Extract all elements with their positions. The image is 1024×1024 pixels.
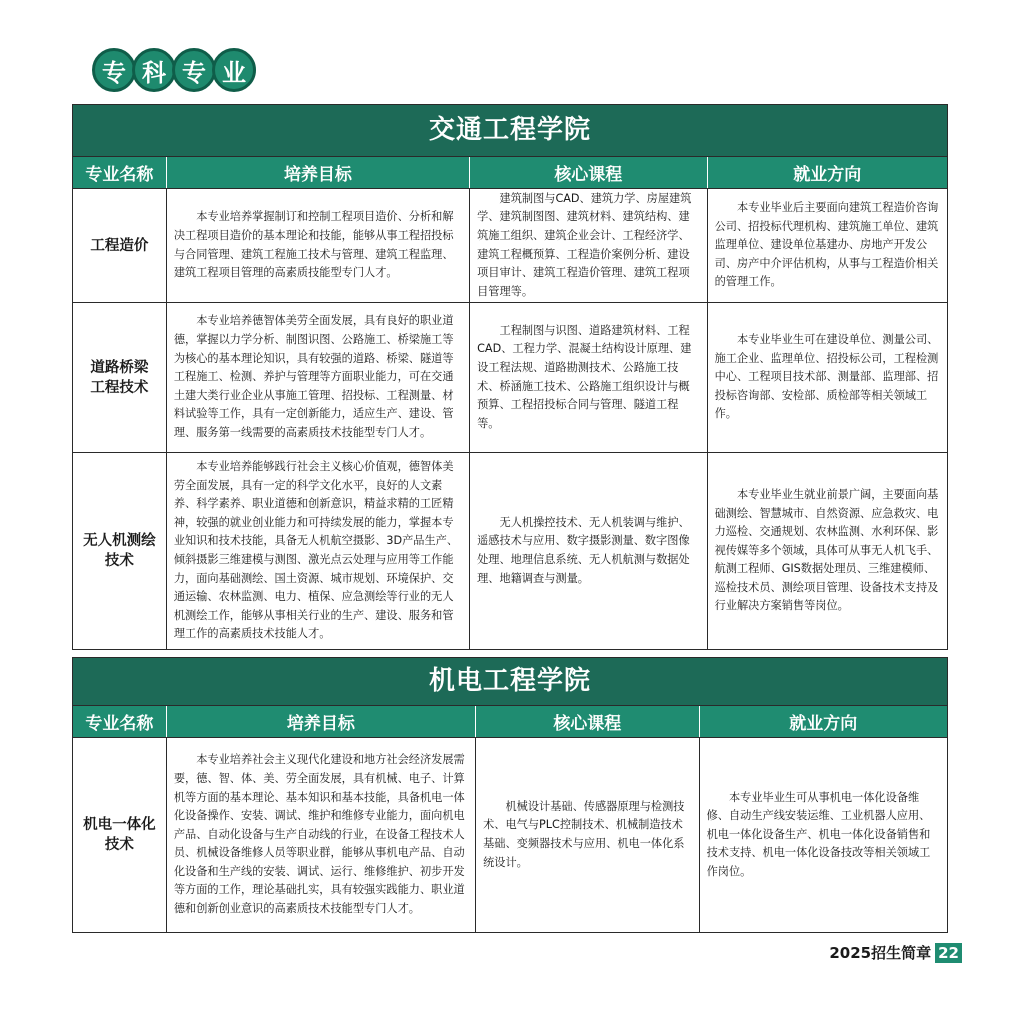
page-footer xyxy=(829,942,962,963)
courses-text: 建筑制图与CAD、建筑力学、房屋建筑学、建筑制图图、建筑材料、建筑结构、建筑施工组织、建筑企业会计、工程经济学、建筑工程概预算、工程造价案例分析、建设项目审计、建筑工程造价管理、建筑工程项目管理等。 xyxy=(477,191,692,298)
brochure-title: 2025招生简章 xyxy=(829,944,932,962)
table-header-row xyxy=(73,706,947,738)
college-title: 交通工程学院 xyxy=(73,105,947,157)
badge-char: 专 xyxy=(172,48,216,92)
career-cell xyxy=(700,738,947,932)
section-badge xyxy=(92,48,252,92)
college-title: 机电工程学院 xyxy=(73,658,947,706)
major-name: 道路桥梁 工程技术 xyxy=(73,303,167,452)
goal-cell xyxy=(167,303,470,452)
major-name: 无人机测绘 技术 xyxy=(73,453,167,649)
courses-cell xyxy=(470,453,707,649)
career-cell xyxy=(708,189,947,302)
major-name: 工程造价 xyxy=(73,189,167,302)
courses-cell xyxy=(470,189,707,302)
table-row xyxy=(73,303,947,453)
header-courses: 核心课程 xyxy=(476,706,699,737)
table-row xyxy=(73,453,947,649)
goal-text: 本专业培养能够践行社会主义核心价值观，德智体美劳全面发展，具有一定的科学文化水平，良好的人文素养、科学素养、职业道德和创新意识，精益求精的工匠精神，较强的就业创业能力和可持续发展的能力，掌握本专业知识和技术技能，具备无人机航空摄影、3D产品生产、倾斜摄影三维建模与测图、激光点云处理与应用等工作能力，面向基础测绘、国土资源、城市规划、环境保护、交通运输、农林监测、电力、植保、应急测绘等行业的无人机测绘工作，能够从事相关行业的生产、建设、服务和管理工作的高素质技术技能人才。 xyxy=(173,460,459,641)
career-cell xyxy=(708,453,947,649)
goal-text: 本专业培养德智体美劳全面发展，具有良好的职业道德，掌握以力学分析、制图识图、公路施工、桥梁施工等为核心的基本理论知识，具有较强的道路、桥梁、隧道等工程施工、检测、养护与管理等方面职业能力，可在交通土建大类行业企业从事施工管理、招投标、工程测量、材料试验等工作，具有一定创新能力，适应生产、建设、管理、服务第一线需要的高素质技术技能型专门人才。 xyxy=(173,314,454,439)
header-career: 就业方向 xyxy=(793,165,862,185)
career-text: 本专业毕业生可从事机电一体化设备维修、自动生产线安装运维、工业机器人应用、机电一体化设备生产、机电一体化设备销售和技术支持、机电一体化设备技改等相关领域工作岗位。 xyxy=(706,790,931,878)
goal-cell xyxy=(167,738,476,932)
courses-cell xyxy=(470,303,707,452)
career-text: 本专业毕业生可在建设单位、测量公司、施工企业、监理单位、招投标公司，工程检测中心、工程项目技术部、测量部、监理部、招投标咨询部、安检部、质检部等相关领域工作。 xyxy=(714,333,939,421)
college-table-transport xyxy=(72,104,948,650)
header-courses: 核心课程 xyxy=(470,157,707,188)
goal-cell xyxy=(167,189,470,302)
courses-text: 机械设计基础、传感器原理与检测技术、电气与PLC控制技术、机械制造技术基础、变频器技术与应用、机电一体化系统设计。 xyxy=(483,799,685,869)
header-major: 专业名称 xyxy=(73,706,167,737)
table-header-row xyxy=(73,157,947,189)
header-major: 专业名称 xyxy=(73,157,167,188)
goal-text: 本专业培养掌握制订和控制工程项目造价、分析和解决工程项目造价的基本理论和技能，能够从事工程招投标与合同管理、建筑工程施工技术与管理、建筑工程监理、建筑工程项目管理的高素质技能型专门人才。 xyxy=(173,210,454,280)
header-goal: 培养目标 xyxy=(167,157,470,188)
goal-text: 本专业培养社会主义现代化建设和地方社会经济发展需要，德、智、体、美、劳全面发展，具有机械、电子、计算机等方面的基本理论、基本知识和基本技能，具备机电一体化设备操作、安装、调试、维护和维修专业能力，面向机电产品、自动化设备与生产自动线的行业，在设备工程技术人员、机械设备维修人员等职业群，能够从事机电产品、自动化设备和生产线的安装、调试、运行、维修维护、初步开发等方面的工作，理论基础扎实，具有较强实践能力、职业道德和创新创业意识的高素质技术技能型专门人才。 xyxy=(173,753,465,916)
badge-char: 业 xyxy=(212,48,256,92)
courses-cell xyxy=(476,738,699,932)
courses-text: 无人机操控技术、无人机装调与维护、遥感技术与应用、数字摄影测量、数字图像处理、地理信息系统、无人机航测与数据处理、地籍调查与测量。 xyxy=(477,515,690,585)
goal-cell xyxy=(167,453,470,649)
badge-char: 专 xyxy=(92,48,136,92)
table-row xyxy=(73,189,947,303)
courses-text: 工程制图与识图、道路建筑材料、工程CAD、工程力学、混凝土结构设计原理、建设工程法规、道路勘测技术、公路施工技术、桥涵施工技术、公路施工组织设计与概预算、工程招投标合同与管理、隧道工程等。 xyxy=(477,323,692,430)
major-name: 机电一体化 技术 xyxy=(73,738,167,932)
career-text: 本专业毕业后主要面向建筑工程造价咨询公司、招投标代理机构、建筑施工单位、建筑监理单位、建设单位基建办、房地产开发公司、房产中介评估机构，从事与工程造价相关的管理工作。 xyxy=(714,201,939,289)
page-number: 22 xyxy=(935,943,962,963)
college-table-mechatronics xyxy=(72,657,948,933)
table-row xyxy=(73,738,947,932)
career-cell xyxy=(708,303,947,452)
badge-char: 科 xyxy=(132,48,176,92)
header-career: 就业方向 xyxy=(789,714,858,734)
career-text: 本专业毕业生就业前景广阔，主要面向基础测绘、智慧城市、自然资源、应急救灾、电力巡检、交通规划、农林监测、水利环保、影视传媒等多个领域，具体可从事无人机飞手、航测工程师、GIS数据处理员、三维建模师、巡检技术员、测绘项目管理、设备技术支持及行业解决方案销售等岗位。 xyxy=(714,487,939,613)
header-goal: 培养目标 xyxy=(167,706,476,737)
